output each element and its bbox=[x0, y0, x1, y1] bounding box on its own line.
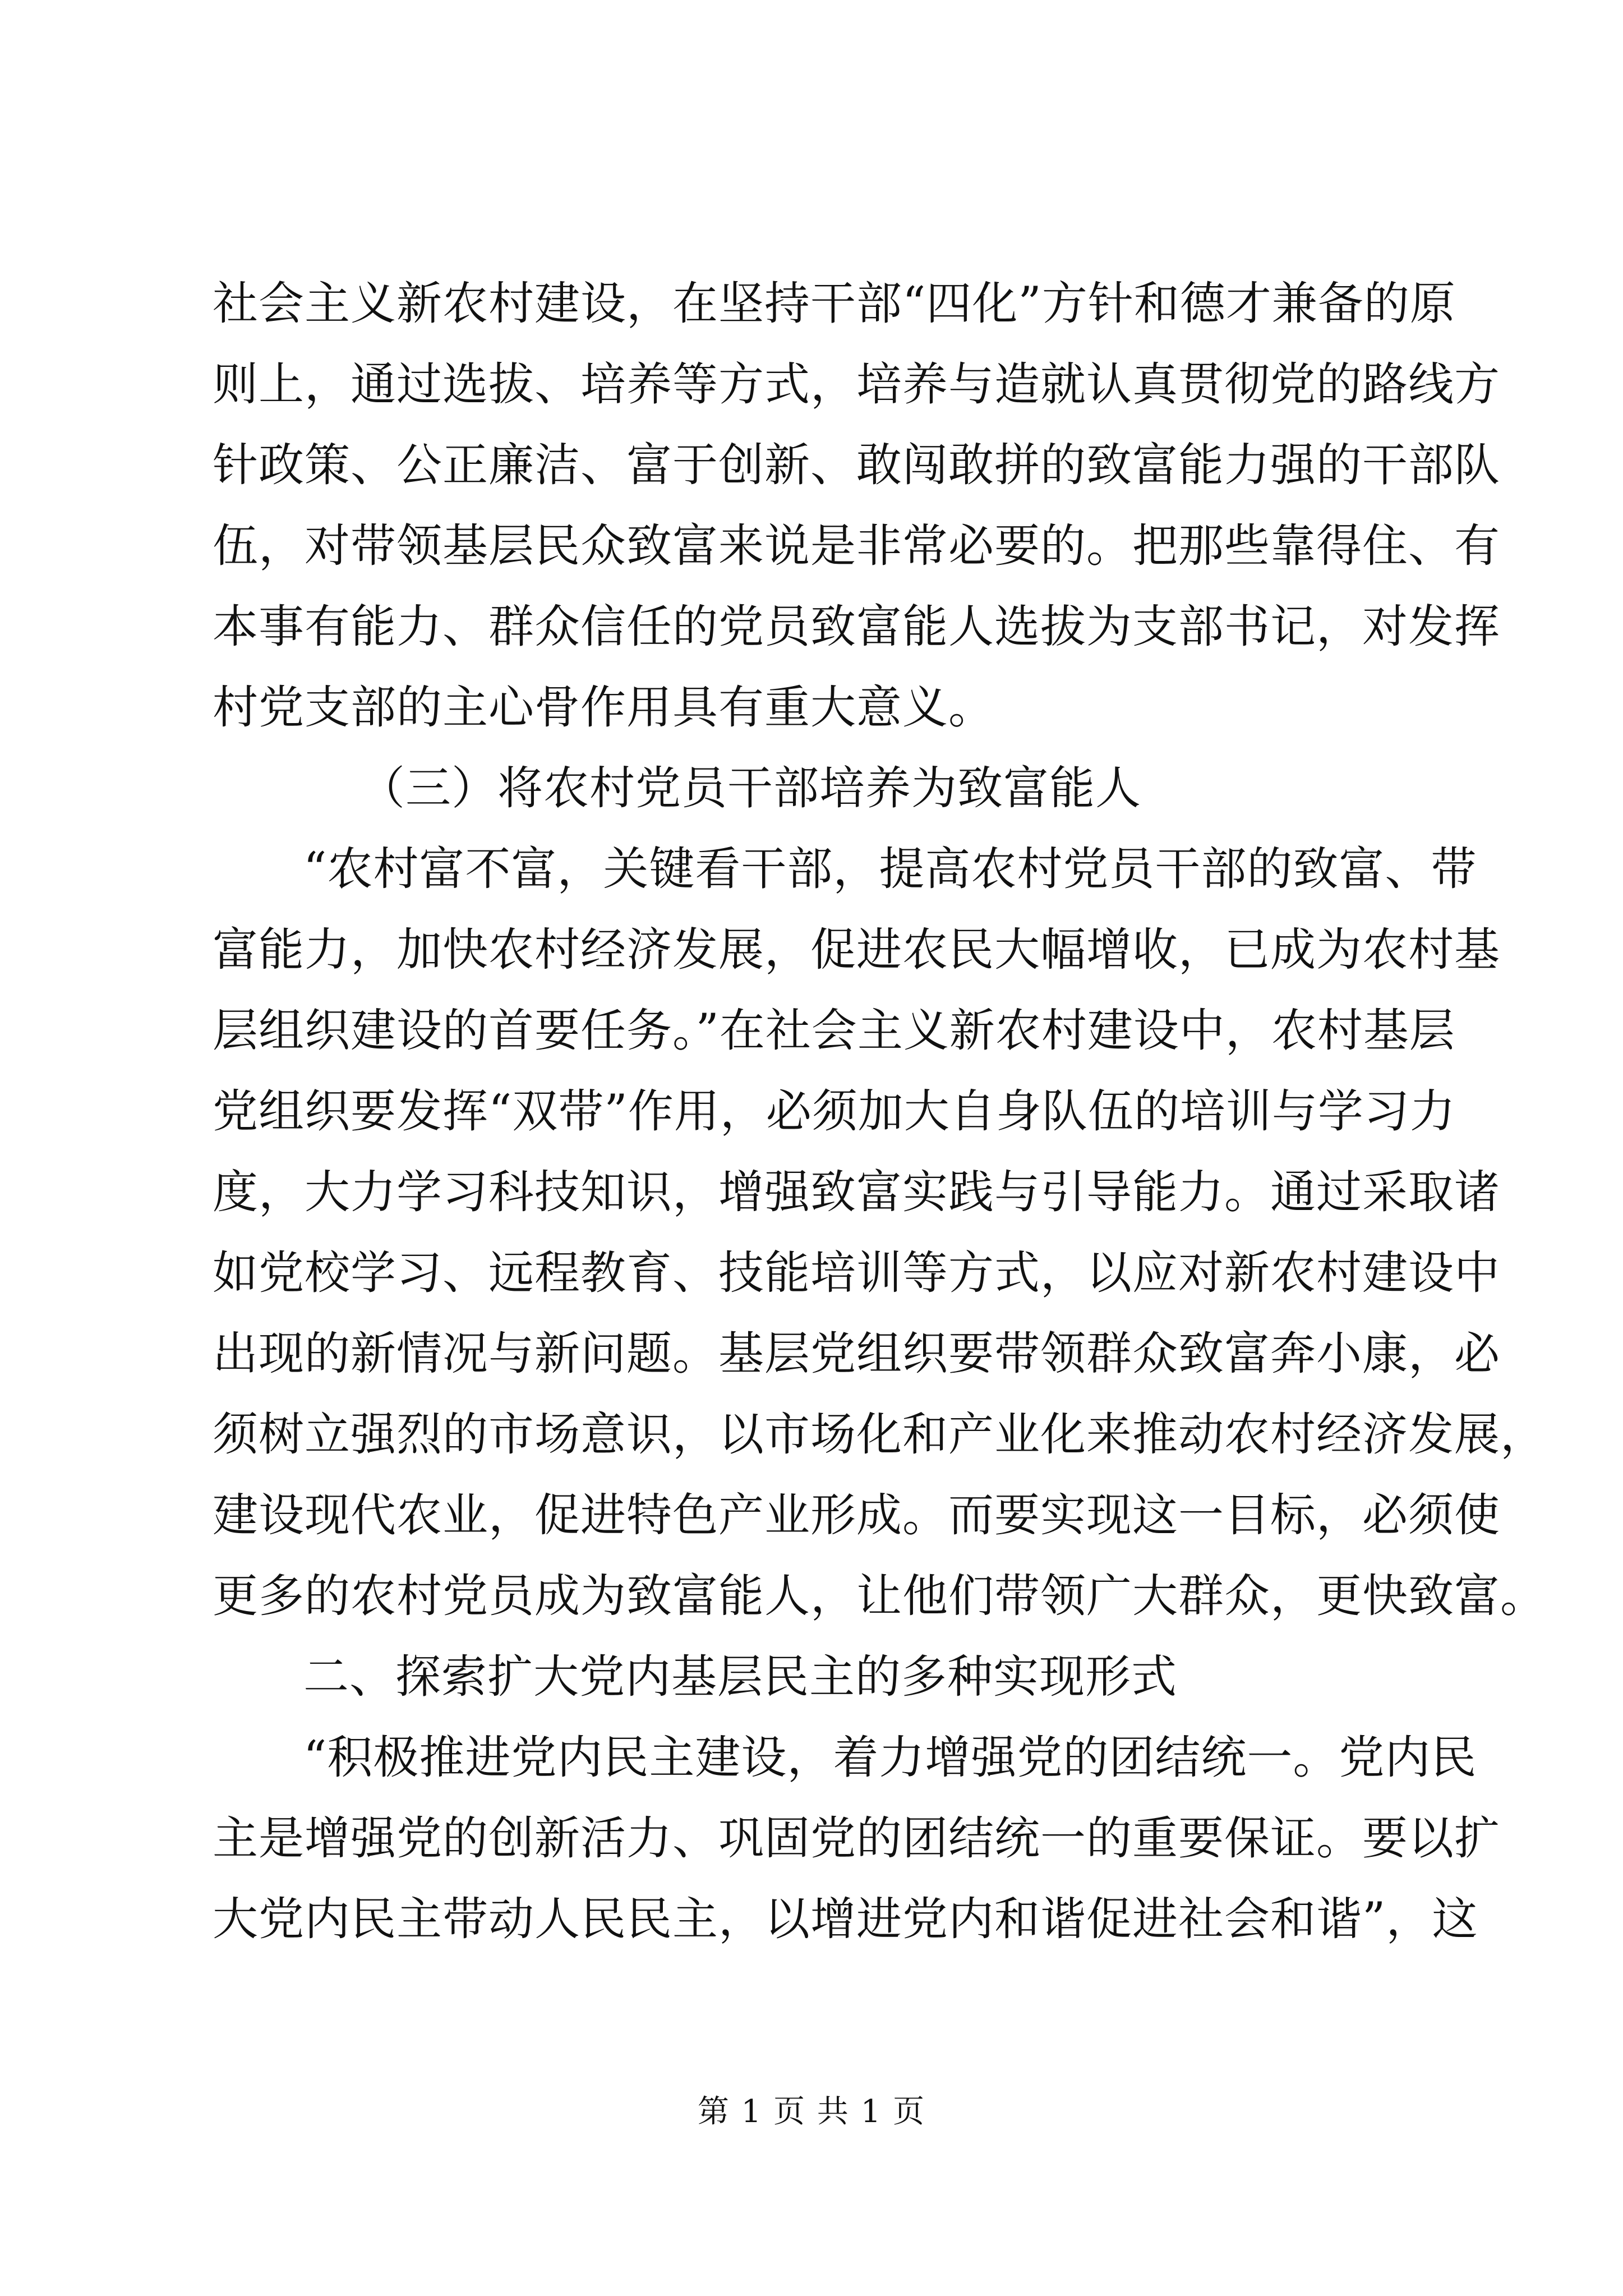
text-line: 本事有能力、群众信任的党员致富能人选拔为支部书记，对发挥 bbox=[213, 601, 1501, 654]
text-line: 针政策、公正廉洁、富于创新、敢闯敢拼的致富能力强的干部队 bbox=[213, 439, 1501, 492]
text-line: 度，大力学习科技知识，增强致富实践与引导能力。通过采取诸 bbox=[213, 1166, 1501, 1219]
text-line: 伍，对带领基层民众致富来说是非常必要的。把那些靠得住、有 bbox=[213, 520, 1501, 573]
text-line: 村党支部的主心骨作用具有重大意义。 bbox=[213, 682, 995, 734]
text-line: 须树立强烈的市场意识，以市场化和产业化来推动农村经济发展， bbox=[213, 1409, 1547, 1461]
section-heading: 二、探索扩大党内基层民主的多种实现形式 bbox=[303, 1651, 1178, 1704]
text-line: 社会主义新农村建设，在坚持干部“四化”方针和德才兼备的原 bbox=[213, 278, 1456, 330]
section-heading: （三）将农村党员干部培养为致富能人 bbox=[359, 762, 1142, 815]
document-body bbox=[213, 264, 1547, 1960]
text-line: 主是增强党的创新活力、巩固党的团结统一的重要保证。要以扩 bbox=[213, 1812, 1501, 1865]
text-line: 则上，通过选拔、培养等方式，培养与造就认真贯彻党的路线方 bbox=[213, 358, 1501, 411]
text-line: 大党内民主带动人民民主，以增进党内和谐促进社会和谐”，这 bbox=[213, 1893, 1478, 1946]
text-line: 层组织建设的首要任务。”在社会主义新农村建设中，农村基层 bbox=[213, 1005, 1455, 1057]
text-line: “农村富不富，关键看干部，提高农村党员干部的致富、带 bbox=[303, 843, 1477, 896]
text-line: “积极推进党内民主建设，着力增强党的团结统一。党内民 bbox=[303, 1732, 1477, 1784]
page-footer: 第 1 页 共 1 页 bbox=[697, 2093, 926, 2130]
text-line: 建设现代农业，促进特色产业形成。而要实现这一目标，必须使 bbox=[213, 1489, 1501, 1542]
text-line: 富能力，加快农村经济发展，促进农民大幅增收，已成为农村基 bbox=[213, 924, 1501, 977]
text-line: 出现的新情况与新问题。基层党组织要带领群众致富奔小康，必 bbox=[213, 1328, 1501, 1381]
text-line: 更多的农村党员成为致富能人，让他们带领广大群众，更快致富。 bbox=[213, 1570, 1547, 1623]
text-line: 如党校学习、远程教育、技能培训等方式，以应对新农村建设中 bbox=[213, 1247, 1501, 1300]
text-line: 党组织要发挥“双带”作用，必须加大自身队伍的培训与学习力 bbox=[213, 1085, 1456, 1138]
